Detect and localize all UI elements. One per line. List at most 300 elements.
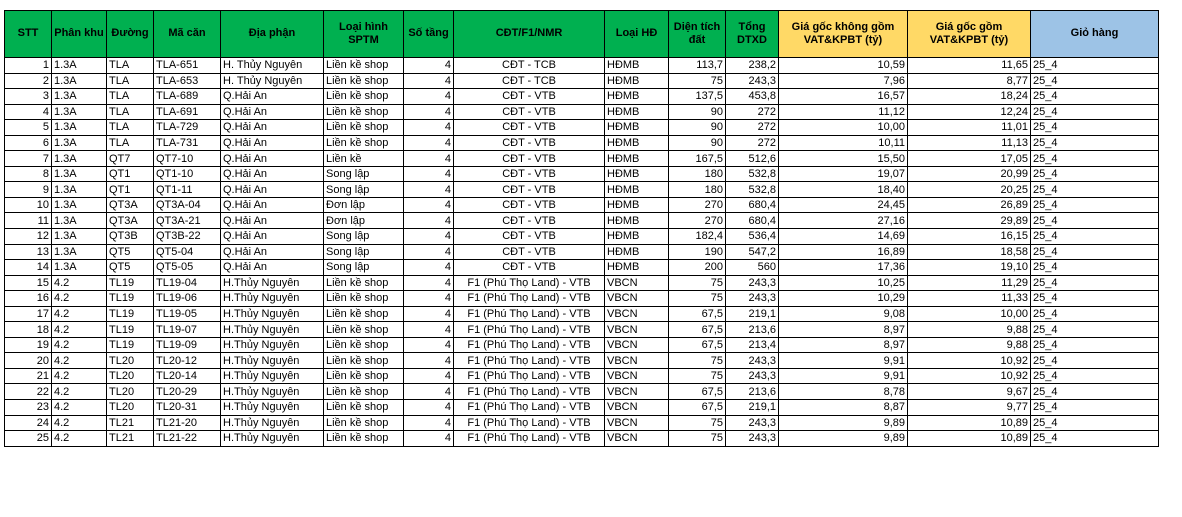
cell-dien-tich[interactable]: 113,7 xyxy=(669,58,726,74)
cell-dien-tich[interactable]: 67,5 xyxy=(669,400,726,416)
cell-tong-dtxd[interactable]: 532,8 xyxy=(726,166,779,182)
cell-gio-hang[interactable]: 25_4 xyxy=(1031,415,1159,431)
cell-gia-gom-vat[interactable]: 29,89 xyxy=(908,213,1031,229)
cell-loai-hd[interactable]: HĐMB xyxy=(605,89,669,105)
cell-stt[interactable]: 3 xyxy=(5,89,52,105)
cell-gio-hang[interactable]: 25_4 xyxy=(1031,322,1159,338)
cell-duong[interactable]: QT1 xyxy=(107,182,154,198)
cell-cdt[interactable]: F1 (Phú Thọ Land) - VTB xyxy=(454,400,605,416)
cell-gia-khong-vat[interactable]: 10,29 xyxy=(779,291,908,307)
cell-gia-khong-vat[interactable]: 8,78 xyxy=(779,384,908,400)
cell-dia-phan[interactable]: Q.Hải An xyxy=(221,229,324,245)
cell-loai-hd[interactable]: VBCN xyxy=(605,322,669,338)
cell-tong-dtxd[interactable]: 243,3 xyxy=(726,368,779,384)
cell-ma-can[interactable]: TLA-651 xyxy=(154,58,221,74)
cell-stt[interactable]: 5 xyxy=(5,120,52,136)
cell-gia-gom-vat[interactable]: 9,88 xyxy=(908,337,1031,353)
cell-duong[interactable]: QT5 xyxy=(107,260,154,276)
cell-duong[interactable]: QT3A xyxy=(107,197,154,213)
cell-duong[interactable]: TL20 xyxy=(107,400,154,416)
cell-ma-can[interactable]: QT3B-22 xyxy=(154,229,221,245)
cell-loai-hinh[interactable]: Song lập xyxy=(324,166,404,182)
cell-stt[interactable]: 8 xyxy=(5,166,52,182)
cell-dien-tich[interactable]: 270 xyxy=(669,213,726,229)
cell-so-tang[interactable]: 4 xyxy=(404,306,454,322)
cell-loai-hd[interactable]: HĐMB xyxy=(605,229,669,245)
cell-duong[interactable]: TLA xyxy=(107,135,154,151)
cell-so-tang[interactable]: 4 xyxy=(404,275,454,291)
cell-loai-hd[interactable]: VBCN xyxy=(605,415,669,431)
cell-stt[interactable]: 11 xyxy=(5,213,52,229)
cell-loai-hd[interactable]: VBCN xyxy=(605,400,669,416)
cell-gia-khong-vat[interactable]: 11,12 xyxy=(779,104,908,120)
cell-duong[interactable]: TL20 xyxy=(107,368,154,384)
cell-so-tang[interactable]: 4 xyxy=(404,135,454,151)
cell-phan-khu[interactable]: 4.2 xyxy=(52,337,107,353)
cell-phan-khu[interactable]: 1.3A xyxy=(52,213,107,229)
cell-loai-hinh[interactable]: Song lập xyxy=(324,244,404,260)
cell-duong[interactable]: TLA xyxy=(107,120,154,136)
cell-gia-gom-vat[interactable]: 11,29 xyxy=(908,275,1031,291)
cell-so-tang[interactable]: 4 xyxy=(404,244,454,260)
cell-so-tang[interactable]: 4 xyxy=(404,322,454,338)
cell-tong-dtxd[interactable]: 272 xyxy=(726,120,779,136)
cell-stt[interactable]: 21 xyxy=(5,368,52,384)
cell-gia-khong-vat[interactable]: 9,89 xyxy=(779,415,908,431)
cell-phan-khu[interactable]: 1.3A xyxy=(52,182,107,198)
cell-cdt[interactable]: F1 (Phú Thọ Land) - VTB xyxy=(454,291,605,307)
cell-cdt[interactable]: F1 (Phú Thọ Land) - VTB xyxy=(454,431,605,447)
cell-gia-gom-vat[interactable]: 10,89 xyxy=(908,415,1031,431)
cell-gio-hang[interactable]: 25_4 xyxy=(1031,73,1159,89)
cell-loai-hd[interactable]: VBCN xyxy=(605,337,669,353)
cell-cdt[interactable]: CĐT - TCB xyxy=(454,58,605,74)
cell-phan-khu[interactable]: 4.2 xyxy=(52,368,107,384)
cell-dien-tich[interactable]: 75 xyxy=(669,368,726,384)
cell-loai-hinh[interactable]: Liền kề shop xyxy=(324,104,404,120)
cell-gio-hang[interactable]: 25_4 xyxy=(1031,368,1159,384)
cell-phan-khu[interactable]: 1.3A xyxy=(52,151,107,167)
cell-ma-can[interactable]: QT3A-04 xyxy=(154,197,221,213)
cell-loai-hd[interactable]: VBCN xyxy=(605,291,669,307)
cell-duong[interactable]: TLA xyxy=(107,104,154,120)
cell-phan-khu[interactable]: 1.3A xyxy=(52,229,107,245)
cell-loai-hinh[interactable]: Liền kề shop xyxy=(324,368,404,384)
cell-phan-khu[interactable]: 4.2 xyxy=(52,431,107,447)
cell-phan-khu[interactable]: 1.3A xyxy=(52,260,107,276)
cell-dia-phan[interactable]: H. Thủy Nguyên xyxy=(221,73,324,89)
cell-gia-gom-vat[interactable]: 18,58 xyxy=(908,244,1031,260)
cell-loai-hinh[interactable]: Song lập xyxy=(324,182,404,198)
cell-dien-tich[interactable]: 90 xyxy=(669,104,726,120)
cell-loai-hinh[interactable]: Liền kề shop xyxy=(324,384,404,400)
cell-duong[interactable]: TL19 xyxy=(107,337,154,353)
cell-gia-gom-vat[interactable]: 11,13 xyxy=(908,135,1031,151)
cell-loai-hd[interactable]: VBCN xyxy=(605,368,669,384)
cell-loai-hinh[interactable]: Liền kề shop xyxy=(324,120,404,136)
cell-tong-dtxd[interactable]: 213,6 xyxy=(726,322,779,338)
cell-stt[interactable]: 15 xyxy=(5,275,52,291)
cell-phan-khu[interactable]: 4.2 xyxy=(52,415,107,431)
cell-gio-hang[interactable]: 25_4 xyxy=(1031,400,1159,416)
cell-duong[interactable]: TL19 xyxy=(107,291,154,307)
cell-ma-can[interactable]: TL19-04 xyxy=(154,275,221,291)
cell-dien-tich[interactable]: 90 xyxy=(669,135,726,151)
cell-dia-phan[interactable]: Q.Hải An xyxy=(221,197,324,213)
cell-dia-phan[interactable]: Q.Hải An xyxy=(221,151,324,167)
cell-duong[interactable]: TL20 xyxy=(107,353,154,369)
cell-gia-khong-vat[interactable]: 9,08 xyxy=(779,306,908,322)
cell-gia-khong-vat[interactable]: 8,97 xyxy=(779,322,908,338)
cell-gio-hang[interactable]: 25_4 xyxy=(1031,260,1159,276)
cell-loai-hinh[interactable]: Liền kề shop xyxy=(324,135,404,151)
cell-phan-khu[interactable]: 4.2 xyxy=(52,306,107,322)
cell-gia-gom-vat[interactable]: 9,67 xyxy=(908,384,1031,400)
cell-ma-can[interactable]: TLA-653 xyxy=(154,73,221,89)
cell-dia-phan[interactable]: H.Thủy Nguyên xyxy=(221,400,324,416)
cell-phan-khu[interactable]: 1.3A xyxy=(52,197,107,213)
cell-gio-hang[interactable]: 25_4 xyxy=(1031,229,1159,245)
cell-cdt[interactable]: CĐT - VTB xyxy=(454,213,605,229)
cell-loai-hinh[interactable]: Liền kề shop xyxy=(324,337,404,353)
header-duong[interactable]: Đường xyxy=(107,11,154,58)
cell-loai-hd[interactable]: VBCN xyxy=(605,384,669,400)
cell-gia-khong-vat[interactable]: 9,91 xyxy=(779,353,908,369)
cell-so-tang[interactable]: 4 xyxy=(404,431,454,447)
cell-dia-phan[interactable]: H.Thủy Nguyên xyxy=(221,431,324,447)
cell-cdt[interactable]: CĐT - VTB xyxy=(454,135,605,151)
cell-cdt[interactable]: CĐT - VTB xyxy=(454,89,605,105)
cell-gia-gom-vat[interactable]: 18,24 xyxy=(908,89,1031,105)
cell-duong[interactable]: QT3B xyxy=(107,229,154,245)
cell-ma-can[interactable]: TLA-689 xyxy=(154,89,221,105)
cell-loai-hd[interactable]: HĐMB xyxy=(605,104,669,120)
cell-stt[interactable]: 4 xyxy=(5,104,52,120)
cell-stt[interactable]: 6 xyxy=(5,135,52,151)
cell-ma-can[interactable]: QT1-10 xyxy=(154,166,221,182)
cell-tong-dtxd[interactable]: 243,3 xyxy=(726,415,779,431)
cell-gio-hang[interactable]: 25_4 xyxy=(1031,89,1159,105)
cell-ma-can[interactable]: QT5-05 xyxy=(154,260,221,276)
cell-gia-gom-vat[interactable]: 11,65 xyxy=(908,58,1031,74)
cell-cdt[interactable]: F1 (Phú Thọ Land) - VTB xyxy=(454,275,605,291)
cell-loai-hinh[interactable]: Liền kề shop xyxy=(324,322,404,338)
cell-dia-phan[interactable]: H.Thủy Nguyên xyxy=(221,415,324,431)
cell-dia-phan[interactable]: Q.Hải An xyxy=(221,135,324,151)
cell-stt[interactable]: 22 xyxy=(5,384,52,400)
cell-dia-phan[interactable]: H. Thủy Nguyên xyxy=(221,58,324,74)
cell-ma-can[interactable]: TLA-731 xyxy=(154,135,221,151)
cell-duong[interactable]: TL20 xyxy=(107,384,154,400)
cell-gia-khong-vat[interactable]: 19,07 xyxy=(779,166,908,182)
cell-gio-hang[interactable]: 25_4 xyxy=(1031,244,1159,260)
cell-dia-phan[interactable]: H.Thủy Nguyên xyxy=(221,353,324,369)
cell-gia-khong-vat[interactable]: 18,40 xyxy=(779,182,908,198)
cell-duong[interactable]: TL21 xyxy=(107,431,154,447)
cell-tong-dtxd[interactable]: 219,1 xyxy=(726,400,779,416)
cell-cdt[interactable]: F1 (Phú Thọ Land) - VTB xyxy=(454,384,605,400)
cell-dien-tich[interactable]: 180 xyxy=(669,166,726,182)
cell-gio-hang[interactable]: 25_4 xyxy=(1031,291,1159,307)
cell-dia-phan[interactable]: Q.Hải An xyxy=(221,104,324,120)
cell-gia-gom-vat[interactable]: 11,33 xyxy=(908,291,1031,307)
cell-so-tang[interactable]: 4 xyxy=(404,400,454,416)
header-dien-tich[interactable]: Diện tích đất xyxy=(669,11,726,58)
cell-loai-hd[interactable]: HĐMB xyxy=(605,135,669,151)
cell-phan-khu[interactable]: 4.2 xyxy=(52,275,107,291)
cell-ma-can[interactable]: TL21-20 xyxy=(154,415,221,431)
cell-gia-gom-vat[interactable]: 10,92 xyxy=(908,368,1031,384)
cell-tong-dtxd[interactable]: 238,2 xyxy=(726,58,779,74)
cell-tong-dtxd[interactable]: 272 xyxy=(726,104,779,120)
cell-duong[interactable]: TL21 xyxy=(107,415,154,431)
cell-duong[interactable]: TLA xyxy=(107,58,154,74)
cell-phan-khu[interactable]: 1.3A xyxy=(52,58,107,74)
cell-dia-phan[interactable]: Q.Hải An xyxy=(221,182,324,198)
cell-phan-khu[interactable]: 1.3A xyxy=(52,104,107,120)
cell-tong-dtxd[interactable]: 532,8 xyxy=(726,182,779,198)
cell-duong[interactable]: TL19 xyxy=(107,306,154,322)
cell-phan-khu[interactable]: 1.3A xyxy=(52,73,107,89)
cell-cdt[interactable]: CĐT - VTB xyxy=(454,104,605,120)
header-dia-phan[interactable]: Địa phận xyxy=(221,11,324,58)
cell-so-tang[interactable]: 4 xyxy=(404,291,454,307)
cell-gia-khong-vat[interactable]: 10,59 xyxy=(779,58,908,74)
cell-loai-hinh[interactable]: Liền kề shop xyxy=(324,431,404,447)
cell-loai-hd[interactable]: VBCN xyxy=(605,306,669,322)
cell-phan-khu[interactable]: 1.3A xyxy=(52,135,107,151)
cell-gia-gom-vat[interactable]: 16,15 xyxy=(908,229,1031,245)
cell-so-tang[interactable]: 4 xyxy=(404,384,454,400)
cell-stt[interactable]: 19 xyxy=(5,337,52,353)
cell-cdt[interactable]: CĐT - VTB xyxy=(454,244,605,260)
cell-loai-hinh[interactable]: Liền kề shop xyxy=(324,89,404,105)
cell-dia-phan[interactable]: Q.Hải An xyxy=(221,244,324,260)
cell-tong-dtxd[interactable]: 680,4 xyxy=(726,197,779,213)
cell-gia-gom-vat[interactable]: 10,89 xyxy=(908,431,1031,447)
header-loai-hinh[interactable]: Loại hình SPTM xyxy=(324,11,404,58)
cell-gia-khong-vat[interactable]: 16,89 xyxy=(779,244,908,260)
cell-dien-tich[interactable]: 180 xyxy=(669,182,726,198)
cell-gia-gom-vat[interactable]: 20,25 xyxy=(908,182,1031,198)
cell-stt[interactable]: 18 xyxy=(5,322,52,338)
cell-duong[interactable]: QT5 xyxy=(107,244,154,260)
cell-dien-tich[interactable]: 75 xyxy=(669,415,726,431)
cell-dia-phan[interactable]: H.Thủy Nguyên xyxy=(221,306,324,322)
cell-gia-gom-vat[interactable]: 12,24 xyxy=(908,104,1031,120)
cell-dien-tich[interactable]: 75 xyxy=(669,353,726,369)
cell-tong-dtxd[interactable]: 512,6 xyxy=(726,151,779,167)
cell-ma-can[interactable]: QT7-10 xyxy=(154,151,221,167)
cell-loai-hinh[interactable]: Đơn lập xyxy=(324,197,404,213)
cell-cdt[interactable]: F1 (Phú Thọ Land) - VTB xyxy=(454,322,605,338)
cell-gio-hang[interactable]: 25_4 xyxy=(1031,337,1159,353)
cell-ma-can[interactable]: QT5-04 xyxy=(154,244,221,260)
cell-gia-gom-vat[interactable]: 19,10 xyxy=(908,260,1031,276)
cell-dien-tich[interactable]: 67,5 xyxy=(669,384,726,400)
cell-cdt[interactable]: CĐT - VTB xyxy=(454,151,605,167)
cell-so-tang[interactable]: 4 xyxy=(404,151,454,167)
cell-cdt[interactable]: CĐT - VTB xyxy=(454,229,605,245)
cell-loai-hd[interactable]: HĐMB xyxy=(605,182,669,198)
cell-so-tang[interactable]: 4 xyxy=(404,89,454,105)
cell-tong-dtxd[interactable]: 536,4 xyxy=(726,229,779,245)
header-loai-hd[interactable]: Loại HĐ xyxy=(605,11,669,58)
cell-ma-can[interactable]: QT3A-21 xyxy=(154,213,221,229)
cell-so-tang[interactable]: 4 xyxy=(404,260,454,276)
cell-loai-hinh[interactable]: Liền kề xyxy=(324,151,404,167)
cell-gia-gom-vat[interactable]: 17,05 xyxy=(908,151,1031,167)
cell-stt[interactable]: 10 xyxy=(5,197,52,213)
cell-dien-tich[interactable]: 200 xyxy=(669,260,726,276)
cell-cdt[interactable]: F1 (Phú Thọ Land) - VTB xyxy=(454,306,605,322)
cell-loai-hd[interactable]: HĐMB xyxy=(605,73,669,89)
cell-so-tang[interactable]: 4 xyxy=(404,229,454,245)
cell-dia-phan[interactable]: Q.Hải An xyxy=(221,166,324,182)
cell-loai-hd[interactable]: HĐMB xyxy=(605,166,669,182)
cell-gia-khong-vat[interactable]: 9,91 xyxy=(779,368,908,384)
cell-duong[interactable]: QT3A xyxy=(107,213,154,229)
cell-ma-can[interactable]: QT1-11 xyxy=(154,182,221,198)
cell-gio-hang[interactable]: 25_4 xyxy=(1031,104,1159,120)
header-stt[interactable]: STT xyxy=(5,11,52,58)
cell-loai-hinh[interactable]: Liền kề shop xyxy=(324,291,404,307)
cell-dia-phan[interactable]: Q.Hải An xyxy=(221,120,324,136)
cell-cdt[interactable]: CĐT - TCB xyxy=(454,73,605,89)
cell-cdt[interactable]: CĐT - VTB xyxy=(454,120,605,136)
cell-duong[interactable]: TL19 xyxy=(107,275,154,291)
cell-gia-gom-vat[interactable]: 10,92 xyxy=(908,353,1031,369)
cell-gia-khong-vat[interactable]: 14,69 xyxy=(779,229,908,245)
cell-dien-tich[interactable]: 67,5 xyxy=(669,322,726,338)
cell-duong[interactable]: QT7 xyxy=(107,151,154,167)
cell-so-tang[interactable]: 4 xyxy=(404,197,454,213)
cell-tong-dtxd[interactable]: 560 xyxy=(726,260,779,276)
cell-dien-tich[interactable]: 75 xyxy=(669,291,726,307)
cell-dia-phan[interactable]: H.Thủy Nguyên xyxy=(221,384,324,400)
cell-tong-dtxd[interactable]: 243,3 xyxy=(726,275,779,291)
cell-dia-phan[interactable]: H.Thủy Nguyên xyxy=(221,275,324,291)
cell-dien-tich[interactable]: 167,5 xyxy=(669,151,726,167)
cell-loai-hinh[interactable]: Song lập xyxy=(324,260,404,276)
cell-stt[interactable]: 25 xyxy=(5,431,52,447)
cell-ma-can[interactable]: TLA-729 xyxy=(154,120,221,136)
cell-stt[interactable]: 7 xyxy=(5,151,52,167)
cell-gio-hang[interactable]: 25_4 xyxy=(1031,197,1159,213)
cell-dia-phan[interactable]: H.Thủy Nguyên xyxy=(221,322,324,338)
cell-dien-tich[interactable]: 67,5 xyxy=(669,306,726,322)
cell-loai-hd[interactable]: HĐMB xyxy=(605,197,669,213)
cell-loai-hd[interactable]: HĐMB xyxy=(605,151,669,167)
cell-loai-hinh[interactable]: Liền kề shop xyxy=(324,275,404,291)
cell-loai-hd[interactable]: HĐMB xyxy=(605,260,669,276)
cell-stt[interactable]: 23 xyxy=(5,400,52,416)
cell-dien-tich[interactable]: 67,5 xyxy=(669,337,726,353)
header-tong-dtxd[interactable]: Tổng DTXD xyxy=(726,11,779,58)
cell-tong-dtxd[interactable]: 453,8 xyxy=(726,89,779,105)
cell-cdt[interactable]: F1 (Phú Thọ Land) - VTB xyxy=(454,337,605,353)
cell-gia-khong-vat[interactable]: 8,97 xyxy=(779,337,908,353)
cell-tong-dtxd[interactable]: 243,3 xyxy=(726,431,779,447)
cell-dien-tich[interactable]: 270 xyxy=(669,197,726,213)
cell-gio-hang[interactable]: 25_4 xyxy=(1031,120,1159,136)
cell-so-tang[interactable]: 4 xyxy=(404,104,454,120)
cell-gia-gom-vat[interactable]: 9,88 xyxy=(908,322,1031,338)
cell-stt[interactable]: 13 xyxy=(5,244,52,260)
cell-loai-hinh[interactable]: Song lập xyxy=(324,229,404,245)
cell-gio-hang[interactable]: 25_4 xyxy=(1031,275,1159,291)
cell-duong[interactable]: QT1 xyxy=(107,166,154,182)
cell-gia-khong-vat[interactable]: 10,00 xyxy=(779,120,908,136)
cell-phan-khu[interactable]: 1.3A xyxy=(52,89,107,105)
cell-stt[interactable]: 17 xyxy=(5,306,52,322)
cell-dia-phan[interactable]: Q.Hải An xyxy=(221,213,324,229)
cell-cdt[interactable]: CĐT - VTB xyxy=(454,182,605,198)
cell-gia-khong-vat[interactable]: 9,89 xyxy=(779,431,908,447)
cell-tong-dtxd[interactable]: 243,3 xyxy=(726,291,779,307)
cell-dien-tich[interactable]: 75 xyxy=(669,275,726,291)
cell-dia-phan[interactable]: Q.Hải An xyxy=(221,260,324,276)
header-gio-hang[interactable]: Giỏ hàng xyxy=(1031,11,1159,58)
cell-phan-khu[interactable]: 4.2 xyxy=(52,400,107,416)
cell-dia-phan[interactable]: H.Thủy Nguyên xyxy=(221,291,324,307)
cell-gia-khong-vat[interactable]: 16,57 xyxy=(779,89,908,105)
header-ma-can[interactable]: Mã căn xyxy=(154,11,221,58)
cell-dia-phan[interactable]: Q.Hải An xyxy=(221,89,324,105)
cell-gio-hang[interactable]: 25_4 xyxy=(1031,166,1159,182)
cell-gia-gom-vat[interactable]: 20,99 xyxy=(908,166,1031,182)
cell-loai-hinh[interactable]: Liền kề shop xyxy=(324,73,404,89)
cell-stt[interactable]: 1 xyxy=(5,58,52,74)
cell-cdt[interactable]: F1 (Phú Thọ Land) - VTB xyxy=(454,368,605,384)
cell-phan-khu[interactable]: 4.2 xyxy=(52,322,107,338)
cell-duong[interactable]: TLA xyxy=(107,73,154,89)
cell-dien-tich[interactable]: 182,4 xyxy=(669,229,726,245)
cell-loai-hinh[interactable]: Liền kề shop xyxy=(324,353,404,369)
cell-so-tang[interactable]: 4 xyxy=(404,120,454,136)
cell-loai-hd[interactable]: VBCN xyxy=(605,353,669,369)
cell-so-tang[interactable]: 4 xyxy=(404,166,454,182)
cell-tong-dtxd[interactable]: 213,6 xyxy=(726,384,779,400)
cell-gia-gom-vat[interactable]: 8,77 xyxy=(908,73,1031,89)
cell-tong-dtxd[interactable]: 213,4 xyxy=(726,337,779,353)
cell-gia-khong-vat[interactable]: 10,25 xyxy=(779,275,908,291)
cell-dien-tich[interactable]: 137,5 xyxy=(669,89,726,105)
cell-gia-khong-vat[interactable]: 8,87 xyxy=(779,400,908,416)
cell-cdt[interactable]: CĐT - VTB xyxy=(454,197,605,213)
cell-loai-hinh[interactable]: Liền kề shop xyxy=(324,306,404,322)
cell-loai-hd[interactable]: VBCN xyxy=(605,431,669,447)
cell-dien-tich[interactable]: 75 xyxy=(669,431,726,447)
cell-loai-hd[interactable]: VBCN xyxy=(605,275,669,291)
cell-gia-khong-vat[interactable]: 27,16 xyxy=(779,213,908,229)
cell-tong-dtxd[interactable]: 243,3 xyxy=(726,353,779,369)
cell-stt[interactable]: 9 xyxy=(5,182,52,198)
cell-gia-khong-vat[interactable]: 7,96 xyxy=(779,73,908,89)
cell-stt[interactable]: 16 xyxy=(5,291,52,307)
cell-gia-gom-vat[interactable]: 26,89 xyxy=(908,197,1031,213)
cell-ma-can[interactable]: TL20-29 xyxy=(154,384,221,400)
cell-so-tang[interactable]: 4 xyxy=(404,353,454,369)
cell-ma-can[interactable]: TL20-12 xyxy=(154,353,221,369)
cell-tong-dtxd[interactable]: 680,4 xyxy=(726,213,779,229)
cell-cdt[interactable]: CĐT - VTB xyxy=(454,166,605,182)
cell-dien-tich[interactable]: 90 xyxy=(669,120,726,136)
cell-loai-hinh[interactable]: Liền kề shop xyxy=(324,58,404,74)
cell-gia-gom-vat[interactable]: 11,01 xyxy=(908,120,1031,136)
cell-tong-dtxd[interactable]: 547,2 xyxy=(726,244,779,260)
cell-so-tang[interactable]: 4 xyxy=(404,368,454,384)
